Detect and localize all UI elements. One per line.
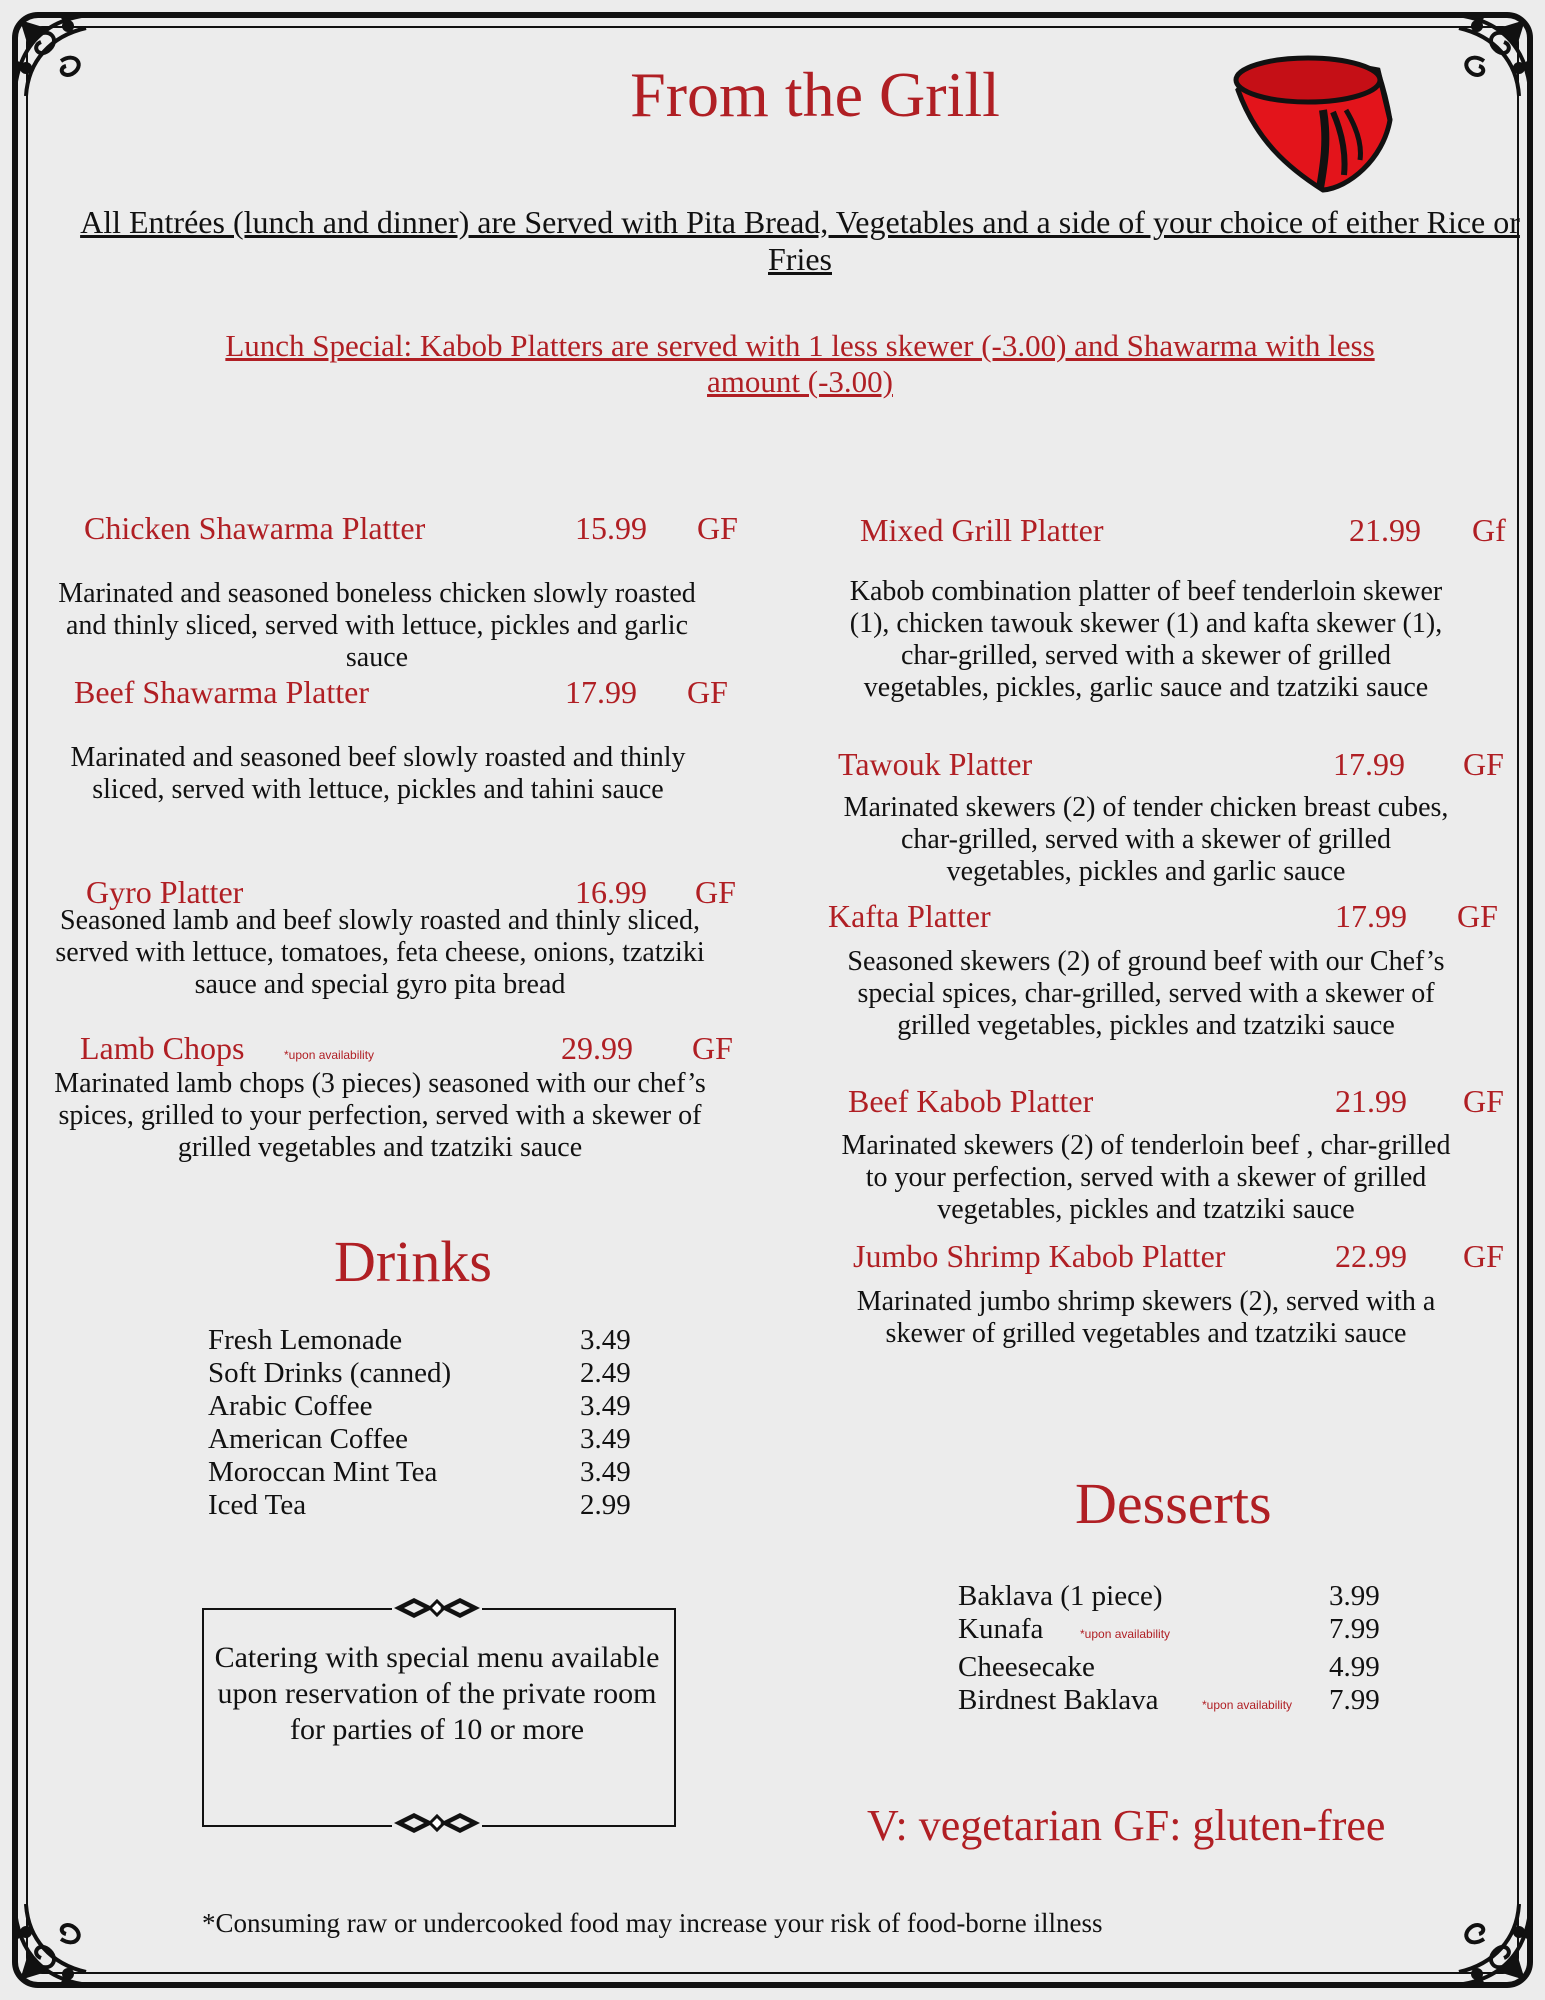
- item-description: Marinated lamb chops (3 pieces) seasoned with our chef’s spices, grilled to your perfection, served with a skewer of grilled vegetables and tzatziki sauce: [54, 1068, 706, 1163]
- item-tag: GF: [1463, 746, 1504, 782]
- diamond-ornament-icon: [392, 1595, 482, 1621]
- item-name: Tawouk Platter: [838, 746, 1033, 782]
- desserts-title: Desserts: [1075, 1471, 1272, 1536]
- dessert-name: Baklava (1 piece): [958, 1580, 1163, 1612]
- drinks-list: [208, 1324, 631, 1522]
- drink-price: 3.49: [580, 1423, 631, 1455]
- entree-notice: All Entrées (lunch and dinner) are Served with Pita Bread, Vegetables and a side of your choice of either Rice or Fries: [80, 204, 1520, 277]
- fez-icon: [1228, 50, 1398, 195]
- item-name: Kafta Platter: [828, 898, 991, 934]
- item-description: Marinated and seasoned beef slowly roasted and thinly sliced, served with lettuce, pickles and tahini sauce: [70, 742, 686, 805]
- item-price: 16.99: [575, 874, 647, 910]
- item-name: Lamb Chops: [80, 1030, 245, 1066]
- item-name: Jumbo Shrimp Kabob Platter: [853, 1238, 1226, 1274]
- dessert-price: 7.99: [1329, 1613, 1380, 1645]
- dessert-price: 7.99: [1329, 1684, 1380, 1716]
- item-tag: GF: [695, 874, 736, 910]
- drink-price: 3.49: [580, 1456, 631, 1488]
- item-name: Mixed Grill Platter: [860, 512, 1104, 548]
- item-description: Seasoned lamb and beef slowly roasted and thinly sliced, served with lettuce, tomatoes, feta cheese, onions, tzatziki sauce and special gyro pita bread: [55, 905, 705, 1000]
- item-description: Marinated skewers (2) of tenderloin beef , char-grilled to your perfection, served with a skewer of grilled vegetables, pickles and tzatziki sauce: [841, 1130, 1451, 1225]
- desserts-list: [958, 1580, 1380, 1722]
- list-item: [958, 1580, 1380, 1613]
- item-price: 17.99: [1335, 898, 1407, 934]
- item-price: 29.99: [561, 1030, 633, 1066]
- list-item: [958, 1651, 1380, 1684]
- drink-price: 3.49: [580, 1324, 631, 1356]
- dessert-name: Birdnest Baklava: [958, 1684, 1159, 1716]
- item-price: 17.99: [565, 674, 637, 710]
- dessert-name: Cheesecake: [958, 1651, 1095, 1683]
- list-item: [208, 1390, 631, 1423]
- dessert-name: Kunafa: [958, 1613, 1044, 1645]
- item-name: Beef Shawarma Platter: [74, 674, 369, 710]
- catering-text: Catering with special menu available upon reservation of the private room for parties of 10 or more: [214, 1641, 660, 1746]
- item-description: Kabob combination platter of beef tenderloin skewer (1), chicken tawouk skewer (1) and kafta skewer (1), char-grilled, served with a skewer of grilled vegetables, pickles, garlic sauce and tzatziki sauce: [849, 576, 1443, 703]
- list-item: [208, 1324, 631, 1357]
- diamond-ornament-icon: [392, 1810, 482, 1836]
- food-safety-disclaimer: *Consuming raw or undercooked food may increase your risk of food-borne illness: [202, 1908, 1103, 1938]
- drink-name: Arabic Coffee: [208, 1390, 373, 1422]
- corner-flourish-icon: [6, 1884, 116, 1994]
- item-price: 22.99: [1335, 1238, 1407, 1274]
- availability-note: *upon availability: [284, 1048, 375, 1062]
- drink-name: American Coffee: [208, 1423, 408, 1455]
- drink-name: Moroccan Mint Tea: [208, 1456, 438, 1488]
- list-item: [208, 1456, 631, 1489]
- list-item: [958, 1684, 1380, 1722]
- availability-note: *upon availability: [1080, 1627, 1171, 1641]
- item-price: 15.99: [575, 510, 647, 546]
- item-tag: GF: [697, 510, 738, 546]
- item-description: Marinated and seasoned boneless chicken slowly roasted and thinly sliced, served with lettuce, pickles and garlic sauce: [58, 578, 696, 673]
- item-description: Seasoned skewers (2) of ground beef with our Chef’s special spices, char-grilled, served with a skewer of grilled vegetables, pickles and tzatziki sauce: [847, 946, 1445, 1041]
- item-tag: GF: [1463, 1238, 1504, 1274]
- availability-note: *upon availability: [1202, 1698, 1293, 1712]
- page-title: From the Grill: [630, 59, 1000, 130]
- list-item: [208, 1489, 631, 1522]
- drink-price: 2.49: [580, 1357, 631, 1389]
- item-description: Marinated skewers (2) of tender chicken breast cubes, char-grilled, served with a skewer of grilled vegetables, pickles and garlic sauce: [843, 792, 1449, 887]
- list-item: [208, 1423, 631, 1456]
- drink-name: Soft Drinks (canned): [208, 1357, 452, 1389]
- item-description: Marinated jumbo shrimp skewers (2), served with a skewer of grilled vegetables and tzatziki sauce: [856, 1286, 1436, 1349]
- dessert-price: 4.99: [1329, 1651, 1380, 1683]
- item-price: 21.99: [1349, 512, 1421, 548]
- item-tag: GF: [692, 1030, 733, 1066]
- item-name: Beef Kabob Platter: [848, 1083, 1094, 1119]
- list-item: [958, 1613, 1380, 1651]
- list-item: [208, 1357, 631, 1390]
- item-tag: GF: [687, 674, 728, 710]
- drink-price: 2.99: [580, 1489, 631, 1521]
- item-price: 21.99: [1335, 1083, 1407, 1119]
- corner-flourish-icon: [1429, 1884, 1539, 1994]
- item-tag: Gf: [1472, 512, 1506, 548]
- dessert-price: 3.99: [1329, 1580, 1380, 1612]
- item-name: Chicken Shawarma Platter: [84, 510, 426, 546]
- drink-name: Iced Tea: [208, 1489, 307, 1521]
- diet-legend: V: vegetarian GF: gluten-free: [867, 1801, 1386, 1850]
- lunch-special: Lunch Special: Kabob Platters are served with 1 less skewer (-3.00) and Shawarma with less amount (-3.00): [225, 328, 1375, 399]
- item-price: 17.99: [1333, 746, 1405, 782]
- drinks-title: Drinks: [334, 1229, 492, 1294]
- item-tag: GF: [1457, 898, 1498, 934]
- drink-price: 3.49: [580, 1390, 631, 1422]
- item-tag: GF: [1463, 1083, 1504, 1119]
- drink-name: Fresh Lemonade: [208, 1324, 403, 1356]
- item-name: Gyro Platter: [86, 874, 244, 910]
